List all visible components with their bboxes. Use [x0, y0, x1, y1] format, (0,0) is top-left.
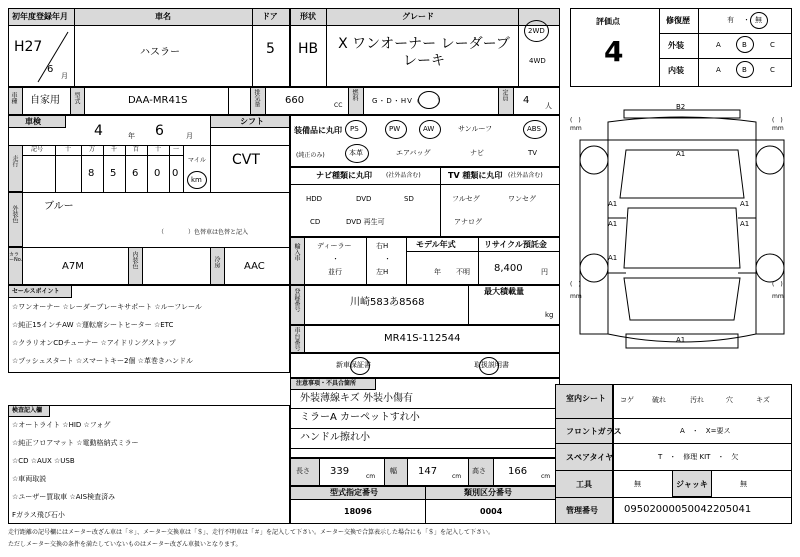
- svg-text:( ): ( ): [570, 281, 581, 288]
- fuel-label: 燃料: [351, 89, 358, 101]
- score-label: 評価点: [596, 17, 620, 26]
- fuel-options: G・D・HV（ ）: [372, 97, 445, 105]
- diag-label: A1: [608, 220, 618, 228]
- equip-airbag: エアバッグ: [396, 149, 431, 157]
- width-label: 幅: [390, 467, 397, 475]
- warranty-new: 新車保証書: [336, 361, 371, 369]
- inspector-label: 検査記入欄: [12, 407, 43, 414]
- height-label: 高さ: [472, 467, 486, 475]
- color-note: （ ）色替車は色替と記入: [158, 229, 249, 236]
- model-label: 型式: [73, 92, 80, 104]
- glass-label: フロントガラス: [566, 427, 622, 436]
- inspector-line: ☆車両取説: [12, 475, 47, 483]
- footer-note: ただしメーター交換の条件を満たしていないものはメーター改ざん車扱いとなります。: [8, 541, 242, 548]
- shift-label: シフト: [240, 117, 264, 126]
- disp-label: 排気量: [253, 89, 260, 107]
- mileage-digit: 6: [132, 168, 139, 179]
- diag-label: A1: [740, 220, 750, 228]
- first-reg-label: 初年度登録年月: [12, 12, 68, 21]
- int-color-label: 内装色: [131, 251, 138, 269]
- inspector-line: Fガラス飛び石小: [12, 511, 65, 519]
- equip-leather: 本革: [349, 149, 363, 157]
- warranty-manual: 取扱説明書: [474, 361, 509, 369]
- grade-label: グレード: [402, 12, 434, 21]
- grade-value: X ワンオーナー レーダーブレーキ: [338, 36, 510, 69]
- inspector-line: ☆オートライト ☆HID ☆フォグ: [12, 421, 111, 429]
- recycle-value: 8,400: [494, 263, 523, 274]
- footer-note: 走行距離の記号欄にはメーター改ざん車は「＊」、メーター交換車は「＄」、走行不明車は「＃」を記入して下さい。メーター交換で合算表示した場合にも「＄」を記入して下さい。: [8, 529, 495, 536]
- doors-label: ドア: [262, 12, 278, 21]
- height-value: 166: [508, 466, 528, 477]
- diag-label: A1: [676, 150, 686, 158]
- import-label: 輸入車: [293, 243, 300, 261]
- svg-text:mm: mm: [570, 125, 582, 132]
- notes-label: 注意事項・不具合箇所: [296, 380, 357, 387]
- car-name: ハスラー: [140, 47, 180, 58]
- frame-value: MR41S-112544: [384, 333, 461, 344]
- notes-line: ミラーA カーペットすれ小: [300, 412, 420, 423]
- repair-no: 無: [755, 16, 762, 24]
- model-year-label: モデル年式: [416, 240, 456, 249]
- drive-2wd: 2WD: [528, 27, 545, 35]
- ac-label: 冷房: [213, 256, 220, 268]
- disp-value: 660: [285, 95, 305, 106]
- equip-pw: PW: [389, 125, 401, 133]
- spare-label: スペアタイヤ: [566, 453, 614, 462]
- diag-label: A1: [740, 200, 750, 208]
- inspection-month: 6: [155, 123, 164, 139]
- car-damage-diagram: [568, 98, 794, 376]
- equip-label: 装備品に丸印: [294, 126, 342, 135]
- inspector-line: ☆純正フロアマット ☆電動格納式ミラー: [12, 439, 139, 447]
- ac-value: AAC: [244, 261, 265, 272]
- repair-yes: 有: [727, 16, 734, 24]
- exterior-label: 外装: [668, 41, 684, 50]
- shape-label: 形状: [300, 12, 316, 21]
- max-load-label: 最大積載量: [484, 287, 524, 296]
- width-value: 147: [418, 466, 438, 477]
- cap-value: 4: [523, 95, 530, 106]
- svg-text:( ): ( ): [570, 117, 581, 124]
- left-block: [8, 115, 290, 285]
- recycle-label: リサイクル預託金: [484, 240, 547, 249]
- model-value: DAA-MR41S: [128, 95, 188, 106]
- mileage-label: 走行: [11, 155, 18, 167]
- equip-ps: PS: [350, 125, 359, 133]
- jack-label: ジャッキ: [676, 480, 708, 489]
- diag-label: A1: [608, 254, 618, 262]
- frame-label: 車台番号: [293, 327, 300, 351]
- car-name-label: 車名: [155, 12, 171, 21]
- inspector-line: ☆ユーザー買取車 ☆AIS検査済み: [12, 493, 116, 501]
- sales-line: ☆プッシュスタート ☆スマートキー2個 ☆革巻きハンドル: [12, 357, 193, 365]
- svg-text:( ): ( ): [772, 281, 783, 288]
- mileage-digit: 0: [154, 168, 161, 179]
- use-value: 自家用: [30, 95, 60, 106]
- color-no-value: A7M: [62, 261, 84, 272]
- first-reg-slash: [34, 30, 74, 85]
- row2-box: [8, 87, 560, 115]
- navi-type-label: ナビ種類に丸印: [316, 171, 372, 180]
- cap-label: 定員: [501, 89, 508, 101]
- mileage-digit: 5: [110, 168, 117, 179]
- drive-4wd: 4WD: [529, 57, 546, 65]
- control-label: 管理番号: [566, 506, 598, 515]
- sales-line: ☆ワンオーナー ☆レーダーブレーキサポート ☆ルーフレール: [12, 303, 202, 311]
- length-value: 339: [330, 466, 350, 477]
- sales-line: ☆クラリオンCDチューナー ☆アイドリングストップ: [12, 339, 176, 347]
- inspector-line: ☆CD ☆AUX ☆USB: [12, 457, 75, 465]
- equip-tv: TV: [528, 149, 538, 157]
- doors-value: 5: [266, 41, 275, 57]
- inspection-label: 車検: [25, 117, 41, 126]
- svg-text:mm: mm: [772, 293, 784, 300]
- diag-label: B2: [676, 103, 686, 111]
- class-no-label: 類別区分番号: [464, 488, 512, 497]
- registration-label: 登録番号: [293, 288, 300, 312]
- tv-type-label: TV 種類に丸印: [448, 171, 503, 180]
- use-label: 車種: [10, 92, 17, 104]
- notes-line: 外装薄線キズ 外装小傷有: [300, 393, 413, 404]
- first-reg-month-unit: 月: [61, 72, 68, 80]
- first-reg-era: H27: [14, 39, 43, 55]
- tools-value: 無: [634, 480, 641, 488]
- diag-label: A1: [608, 200, 618, 208]
- seat-label: 室内シート: [566, 394, 606, 403]
- notes-line: ハンドル擦れ小: [300, 432, 370, 443]
- class-no-value: 0004: [480, 507, 503, 516]
- color-no-label: カラーNo.: [9, 252, 23, 263]
- svg-text:mm: mm: [570, 293, 582, 300]
- jack-value: 無: [740, 480, 747, 488]
- first-reg-month: 6: [47, 64, 54, 75]
- type-no-value: 18096: [344, 507, 372, 516]
- length-label: 長さ: [296, 467, 310, 475]
- fuel-hv-circle: [418, 91, 440, 109]
- interior-label: 内装: [668, 66, 684, 75]
- color-value: ブルー: [44, 201, 74, 212]
- shift-value: CVT: [232, 152, 260, 168]
- repair-label: 修復歴: [666, 16, 690, 25]
- equip-abs: ABS: [527, 125, 541, 133]
- spare-value: T ・ 修理 KIT ・ 欠: [658, 453, 739, 461]
- equip-aw: AW: [423, 125, 435, 133]
- color-label: 外装色: [11, 205, 18, 223]
- diag-label: A1: [676, 336, 686, 344]
- svg-text:( ): ( ): [772, 117, 783, 124]
- svg-text:mm: mm: [772, 125, 784, 132]
- glass-value: A ・ X=要ス: [680, 427, 731, 435]
- shape-value: HB: [298, 41, 319, 57]
- warranty-box: [290, 353, 560, 378]
- mileage-digit: 0: [172, 168, 179, 179]
- equip-sunroof: サンルーフ: [458, 125, 493, 133]
- registration-value: 川崎583あ8568: [350, 297, 425, 308]
- tools-label: 工具: [576, 480, 592, 489]
- sales-line: ☆純正15インチAW ☆運転席シートヒーター ☆ETC: [12, 321, 174, 329]
- inspection-year: 4: [94, 123, 103, 139]
- type-no-label: 型式指定番号: [330, 488, 378, 497]
- sales-label: セールスポイント: [12, 288, 60, 295]
- equip-navi: ナビ: [470, 149, 484, 157]
- control-value: 09502000050042205041: [624, 504, 752, 515]
- score-value: 4: [604, 35, 624, 68]
- mileage-digit: 8: [88, 168, 95, 179]
